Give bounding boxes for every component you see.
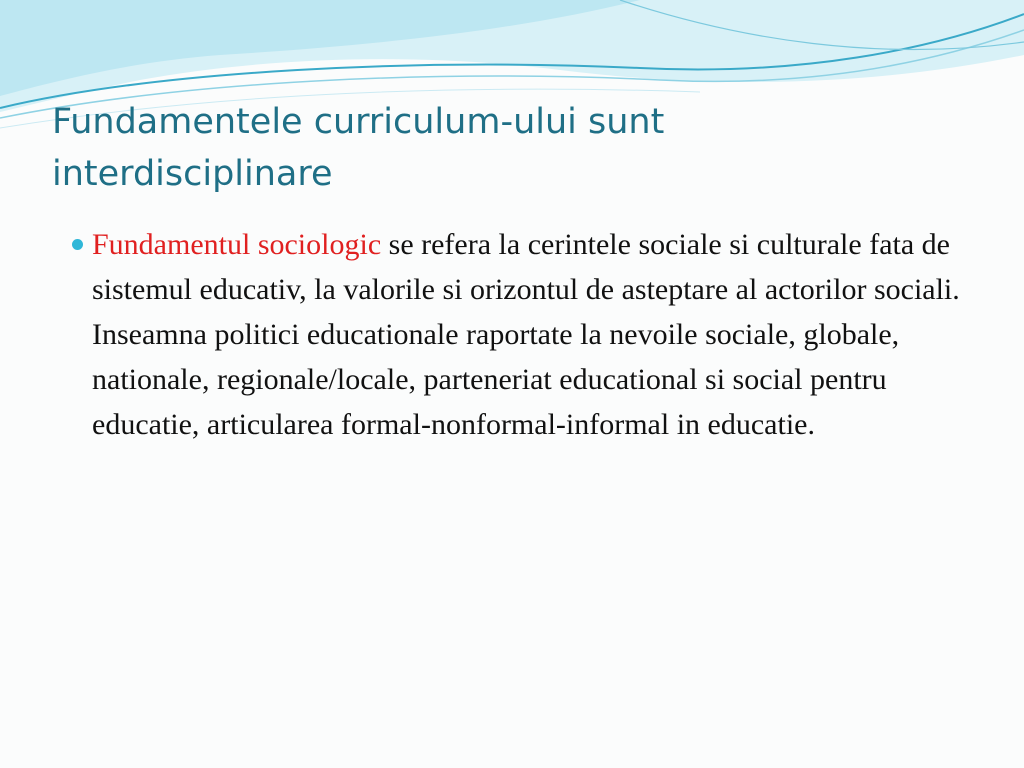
- highlighted-term: Fundamentul sociologic: [92, 228, 382, 261]
- bullet-text: [92, 222, 964, 447]
- bullet-body-text: se refera la cerintele sociale si culturale fata de sistemul educativ, la valorile si orizontul de asteptare al actorilor sociali. Inseamna politici educationale raportate la nevoile sociale, globale, nationale, regionale/locale, parteneriat educational si social pentru educatie, articularea formal-nonformal-informal in educatie.: [92, 228, 960, 441]
- slide-title: Fundamentele curriculum-ului sunt interdisciplinare: [52, 102, 665, 194]
- bullet-icon: [72, 239, 83, 250]
- bullet-item: [64, 222, 964, 447]
- slide-body: [64, 222, 964, 447]
